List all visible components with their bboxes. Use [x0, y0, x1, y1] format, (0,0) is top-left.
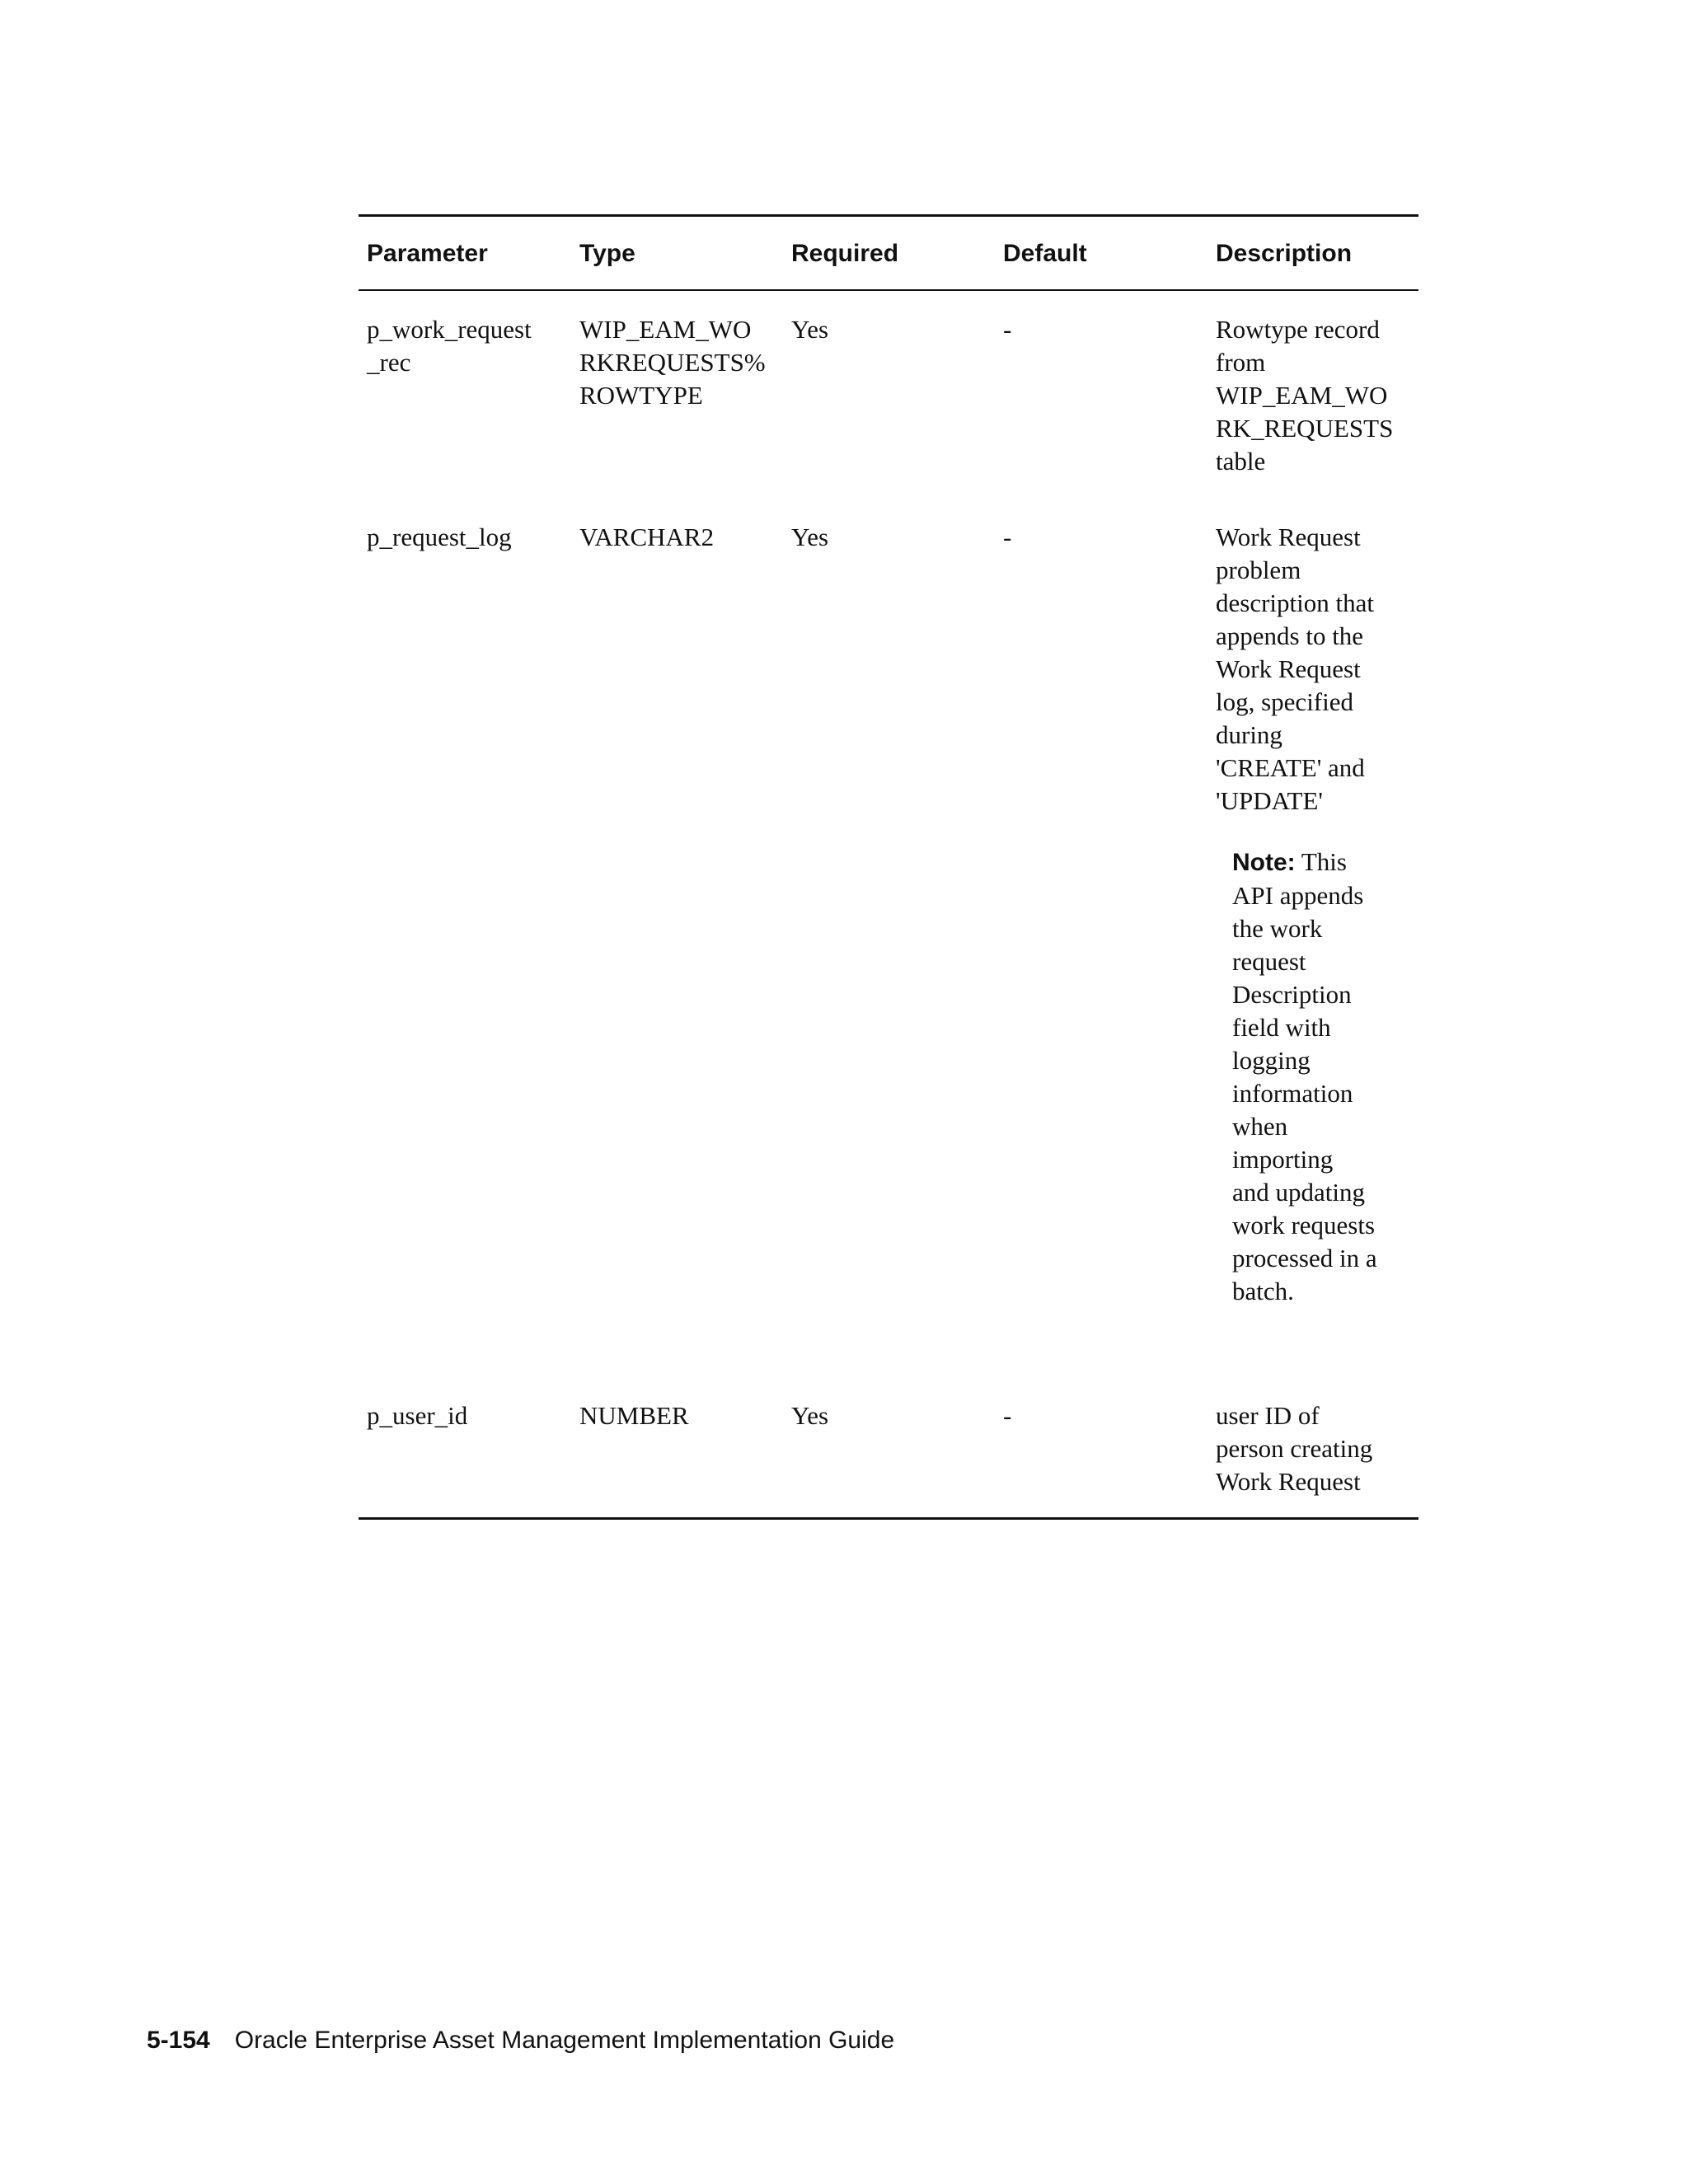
cell-line: 'CREATE' and: [1216, 753, 1365, 782]
table-row-1-parameter: [367, 313, 532, 379]
note-line: field with: [1232, 1013, 1331, 1042]
table-row-3-required: Yes: [791, 1401, 829, 1430]
table-top-rule: [359, 214, 1418, 217]
cell-line: problem: [1216, 555, 1301, 584]
cell-line: from: [1216, 348, 1266, 377]
page-footer: [147, 2024, 894, 2057]
cell-line: RK_REQUESTS: [1216, 414, 1394, 443]
header-default: Default: [1003, 240, 1087, 267]
table-row-3-type: NUMBER: [579, 1401, 689, 1430]
table-row-2-required: Yes: [791, 523, 829, 551]
cell-line: table: [1216, 447, 1266, 476]
note-label: Note:: [1232, 849, 1296, 876]
note-line: and updating: [1232, 1178, 1365, 1207]
table-row-1-type: [579, 313, 766, 412]
note-line: information: [1232, 1079, 1353, 1108]
note-line: batch.: [1232, 1277, 1294, 1305]
cell-line: appends to the: [1216, 621, 1364, 650]
note-line: Description: [1232, 980, 1352, 1009]
cell-line: Work Request: [1216, 1467, 1361, 1496]
cell-line: ROWTYPE: [579, 381, 703, 410]
cell-line: WIP_EAM_WO: [1216, 381, 1388, 410]
cell-line: during: [1216, 720, 1282, 749]
cell-line: WIP_EAM_WO: [579, 315, 752, 344]
table-row-3-parameter: p_user_id: [367, 1401, 468, 1430]
table-row-1-default: -: [1003, 315, 1012, 344]
table-row-3-description: [1216, 1399, 1372, 1498]
page-number: 5-154: [147, 2027, 210, 2054]
note-line: logging: [1232, 1046, 1311, 1075]
header-parameter: Parameter: [367, 240, 488, 267]
note-line: importing: [1232, 1145, 1334, 1174]
note-line: work requests: [1232, 1211, 1376, 1240]
header-type: Type: [579, 240, 635, 267]
cell-line: person creating: [1216, 1434, 1373, 1463]
table-row-2-description: [1216, 521, 1374, 818]
note-line: the work: [1232, 914, 1323, 943]
cell-line: 'UPDATE': [1216, 786, 1324, 815]
note-line: processed in a: [1232, 1244, 1377, 1272]
table-row-3-default: -: [1003, 1401, 1012, 1430]
note-block: [1232, 846, 1377, 1308]
note-first-line: [1232, 846, 1377, 879]
book-title: Oracle Enterprise Asset Management Implementation Guide: [234, 2027, 895, 2054]
cell-line: log, specified: [1216, 687, 1354, 716]
cell-line: description that: [1216, 588, 1374, 617]
table-bottom-rule: [359, 1517, 1418, 1520]
table-row-2-type: VARCHAR2: [579, 523, 715, 551]
cell-line: Work Request: [1216, 654, 1361, 683]
table-row-2-parameter: p_request_log: [367, 523, 512, 551]
cell-line: _rec: [367, 348, 411, 377]
table-row-2-default: -: [1003, 523, 1012, 551]
note-line: request: [1232, 947, 1306, 976]
header-description: Description: [1216, 240, 1353, 267]
header-rule: [359, 289, 1418, 291]
note-line: This: [1301, 847, 1347, 876]
cell-line: Work Request: [1216, 523, 1361, 551]
note-line: API appends: [1232, 881, 1364, 910]
table-row-1-description: [1216, 313, 1393, 478]
note-line: when: [1232, 1112, 1288, 1141]
cell-line: Rowtype record: [1216, 315, 1380, 344]
header-required: Required: [791, 240, 899, 267]
table-row-1-required: Yes: [791, 315, 829, 344]
cell-line: user ID of: [1216, 1401, 1320, 1430]
cell-line: p_work_request: [367, 315, 532, 344]
cell-line: RKREQUESTS%: [579, 348, 766, 377]
